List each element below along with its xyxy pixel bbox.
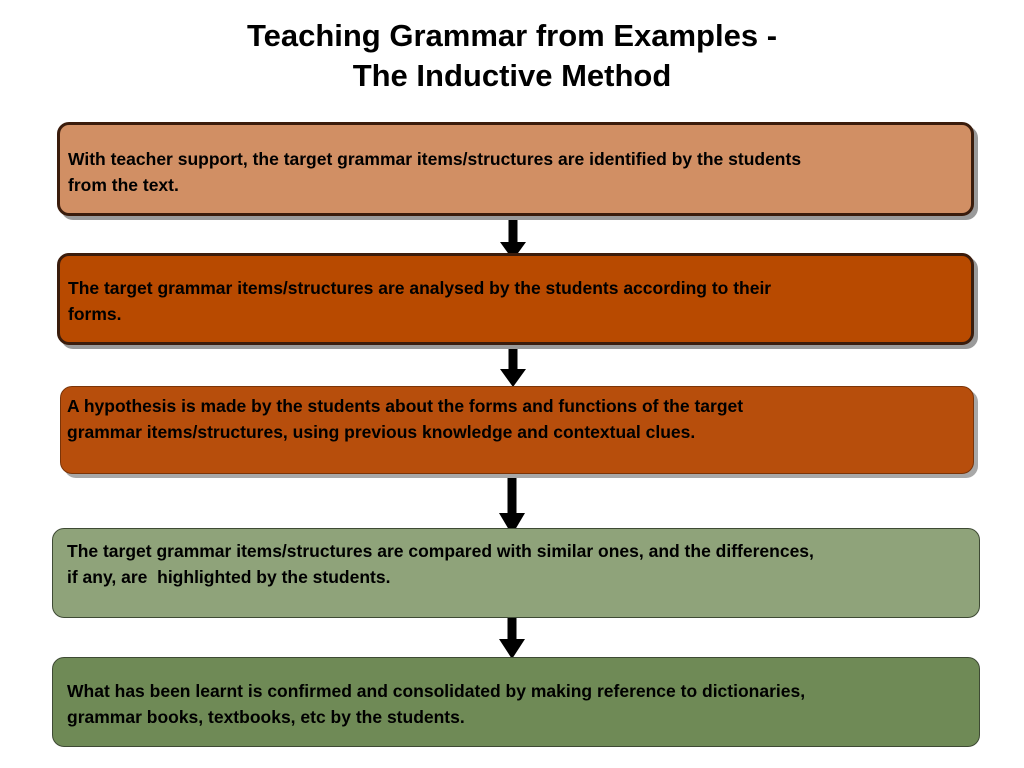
step-box-compare	[52, 528, 980, 618]
step-text: With teacher support, the target grammar items/structures are identified by the students from the text.	[68, 149, 802, 195]
arrow-down-icon	[499, 617, 525, 659]
step-text: A hypothesis is made by the students about the forms and functions of the target grammar items/structures, using previous knowledge and contextual clues.	[67, 396, 744, 442]
arrow-down-icon	[499, 473, 525, 535]
step-box-hypothesis	[60, 386, 974, 474]
title-line-1: Teaching Grammar from Examples -	[246, 18, 778, 53]
step-text: What has been learnt is confirmed and consolidated by making reference to dictionaries, grammar books, textbooks, etc by the students.	[67, 681, 806, 727]
step-text: The target grammar items/structures are compared with similar ones, and the differences, if any, are highlighted by the students.	[67, 541, 814, 587]
title-line-2: The Inductive Method	[352, 58, 672, 93]
step-box-confirm	[52, 657, 980, 747]
step-text: The target grammar items/structures are analysed by the students according to their forms.	[68, 278, 772, 324]
step-box-identify	[57, 122, 974, 216]
slide-title	[0, 16, 1024, 96]
arrow-down-icon	[500, 343, 526, 387]
step-box-analyse	[57, 253, 974, 345]
